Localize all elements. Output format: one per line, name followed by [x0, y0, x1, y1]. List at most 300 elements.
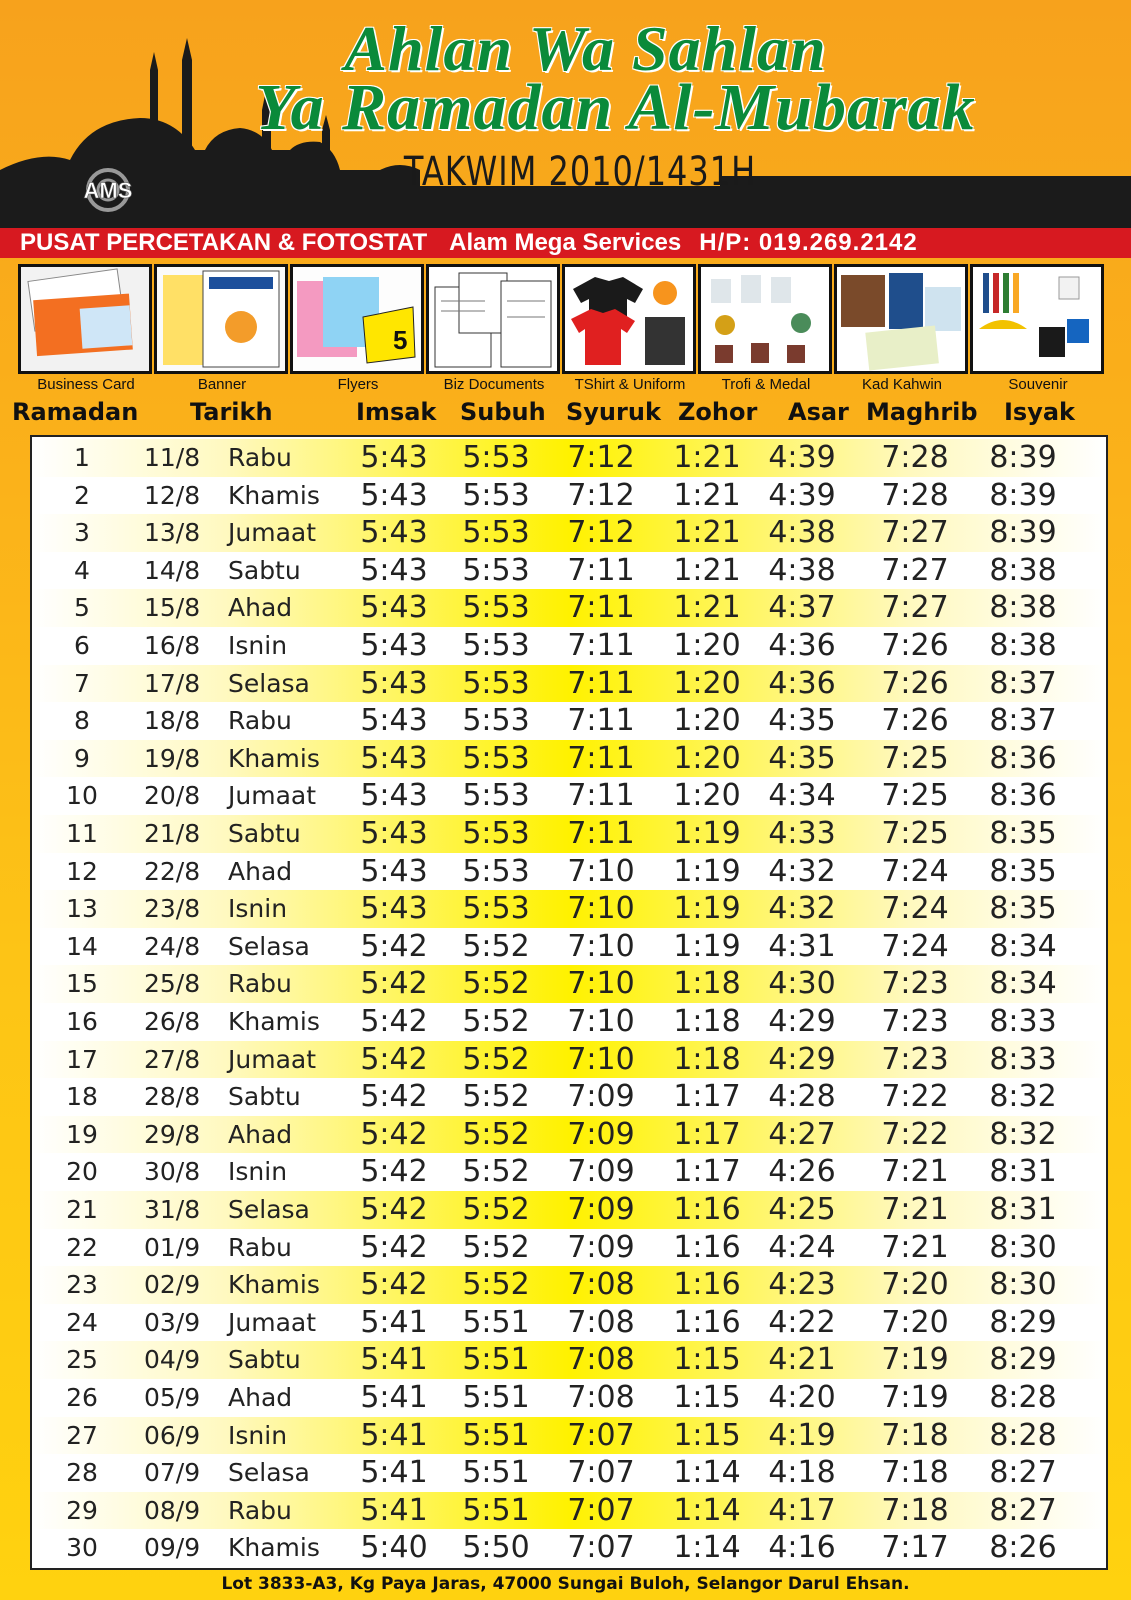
- cell-isyak: 8:39: [989, 477, 1057, 513]
- table-row: [32, 665, 1106, 703]
- product-label: Banner: [197, 376, 247, 393]
- cell-ramadan-day: 14: [66, 931, 98, 961]
- cell-subuh: 5:51: [462, 1304, 530, 1340]
- cell-isyak: 8:38: [989, 590, 1057, 626]
- cell-weekday: Selasa: [228, 1458, 310, 1488]
- table-row: [32, 1454, 1106, 1492]
- cell-date: 20/8: [144, 781, 201, 811]
- cell-maghrib: 7:20: [881, 1267, 949, 1303]
- trophy-icon: [698, 264, 832, 374]
- cell-subuh: 5:50: [462, 1530, 530, 1566]
- cell-imsak: 5:42: [360, 966, 428, 1002]
- product-label: Souvenir: [1008, 376, 1068, 393]
- table-row: [32, 777, 1106, 815]
- cell-imsak: 5:43: [360, 515, 428, 551]
- cell-zohor: 1:18: [673, 966, 741, 1002]
- cell-subuh: 5:53: [462, 740, 530, 776]
- cell-isyak: 8:36: [989, 778, 1057, 814]
- cell-weekday: Khamis: [228, 1007, 320, 1036]
- cell-subuh: 5:51: [462, 1417, 530, 1453]
- cell-subuh: 5:53: [462, 440, 530, 475]
- cell-asar: 4:29: [768, 1004, 836, 1039]
- table-row: [32, 552, 1106, 590]
- product-tshirt-uniform: [562, 264, 698, 393]
- table-row: [32, 1041, 1106, 1079]
- cell-zohor: 1:20: [673, 778, 741, 814]
- cell-zohor: 1:19: [673, 853, 741, 889]
- table-row: [32, 1304, 1106, 1342]
- cell-weekday: Isnin: [228, 1420, 288, 1450]
- cell-subuh: 5:53: [462, 590, 530, 626]
- flyers-icon: [290, 264, 424, 374]
- cell-weekday: Selasa: [228, 931, 310, 961]
- prayer-times-table: [30, 435, 1108, 1570]
- cell-syuruk: 7:11: [567, 740, 635, 776]
- header: [0, 0, 1131, 228]
- cell-asar: 4:35: [768, 740, 836, 776]
- cell-ramadan-day: 3: [74, 518, 90, 548]
- cell-weekday: Isnin: [228, 894, 288, 924]
- table-row: [32, 627, 1106, 665]
- cell-asar: 4:39: [768, 440, 836, 475]
- cell-subuh: 5:53: [462, 515, 530, 551]
- cell-asar: 4:18: [768, 1455, 836, 1491]
- cell-maghrib: 7:25: [881, 816, 949, 851]
- cell-maghrib: 7:21: [881, 1154, 949, 1190]
- cell-imsak: 5:42: [360, 1004, 428, 1039]
- table-row: [32, 1379, 1106, 1417]
- cell-imsak: 5:43: [360, 440, 428, 475]
- cell-weekday: Jumaat: [228, 518, 317, 548]
- col-header-isyak: Isyak: [1004, 398, 1076, 426]
- column-headers: [0, 398, 1131, 434]
- cell-zohor: 1:16: [673, 1304, 741, 1340]
- cell-subuh: 5:53: [462, 816, 530, 851]
- cell-isyak: 8:26: [989, 1530, 1057, 1566]
- cell-zohor: 1:21: [673, 552, 741, 588]
- table-row: [32, 890, 1106, 928]
- product-label: Flyers: [337, 376, 379, 393]
- cell-imsak: 5:42: [360, 1192, 428, 1227]
- cell-isyak: 8:28: [989, 1380, 1057, 1415]
- cell-imsak: 5:43: [360, 703, 428, 739]
- cell-subuh: 5:53: [462, 477, 530, 513]
- cell-ramadan-day: 6: [74, 631, 90, 660]
- service-banner: [0, 228, 1131, 258]
- cell-weekday: Jumaat: [228, 1307, 317, 1337]
- cell-ramadan-day: 1: [74, 443, 90, 472]
- product-label: Business Card: [37, 376, 135, 393]
- cell-syuruk: 7:10: [567, 966, 635, 1002]
- cell-isyak: 8:32: [989, 1079, 1057, 1115]
- cell-weekday: Khamis: [228, 480, 320, 510]
- cell-asar: 4:36: [768, 628, 836, 663]
- table-row: [32, 1153, 1106, 1191]
- cell-maghrib: 7:18: [881, 1417, 949, 1453]
- cell-ramadan-day: 21: [66, 1195, 98, 1224]
- cell-imsak: 5:43: [360, 891, 428, 927]
- cell-subuh: 5:53: [462, 628, 530, 663]
- ams-logo-icon: [58, 168, 158, 212]
- product-banner: [154, 264, 290, 393]
- cell-imsak: 5:43: [360, 853, 428, 889]
- cell-isyak: 8:35: [989, 891, 1057, 927]
- cell-imsak: 5:43: [360, 665, 428, 701]
- cell-maghrib: 7:24: [881, 853, 949, 889]
- cell-syuruk: 7:07: [567, 1417, 635, 1453]
- cell-zohor: 1:16: [673, 1267, 741, 1303]
- cell-syuruk: 7:11: [567, 628, 635, 663]
- cell-syuruk: 7:08: [567, 1342, 635, 1378]
- cell-subuh: 5:51: [462, 1380, 530, 1415]
- cell-imsak: 5:43: [360, 628, 428, 663]
- cell-asar: 4:17: [768, 1492, 836, 1528]
- cell-subuh: 5:53: [462, 853, 530, 889]
- cell-subuh: 5:52: [462, 1267, 530, 1303]
- product-biz-documents: [426, 264, 562, 393]
- cell-maghrib: 7:24: [881, 928, 949, 964]
- col-header-imsak: Imsak: [356, 398, 437, 426]
- cell-syuruk: 7:11: [567, 552, 635, 588]
- cell-maghrib: 7:27: [881, 515, 949, 551]
- cell-imsak: 5:43: [360, 778, 428, 814]
- cell-subuh: 5:52: [462, 966, 530, 1002]
- cell-imsak: 5:43: [360, 740, 428, 776]
- table-row: [32, 1116, 1106, 1154]
- cell-asar: 4:25: [768, 1192, 836, 1227]
- cell-zohor: 1:14: [673, 1455, 741, 1491]
- col-header-ramadan: Ramadan: [12, 398, 139, 426]
- cell-maghrib: 7:27: [881, 552, 949, 588]
- cell-zohor: 1:16: [673, 1229, 741, 1265]
- cell-weekday: Rabu: [228, 706, 292, 736]
- cell-weekday: Isnin: [228, 631, 288, 660]
- cell-maghrib: 7:20: [881, 1304, 949, 1340]
- cell-weekday: Khamis: [228, 1533, 320, 1563]
- cell-maghrib: 7:25: [881, 740, 949, 776]
- cell-ramadan-day: 16: [66, 1007, 98, 1036]
- cell-maghrib: 7:26: [881, 665, 949, 701]
- cell-asar: 4:30: [768, 966, 836, 1002]
- cell-zohor: 1:19: [673, 816, 741, 851]
- cell-date: 06/9: [144, 1420, 201, 1450]
- cell-isyak: 8:28: [989, 1417, 1057, 1453]
- cell-imsak: 5:43: [360, 816, 428, 851]
- cell-isyak: 8:37: [989, 665, 1057, 701]
- cell-maghrib: 7:19: [881, 1380, 949, 1415]
- table-row: [32, 1078, 1106, 1116]
- cell-maghrib: 7:19: [881, 1342, 949, 1378]
- cell-syuruk: 7:09: [567, 1229, 635, 1265]
- cell-maghrib: 7:26: [881, 628, 949, 663]
- cell-weekday: Ahad: [228, 1383, 293, 1412]
- tshirt-icon: [562, 264, 696, 374]
- cell-isyak: 8:34: [989, 966, 1057, 1002]
- cell-ramadan-day: 7: [74, 668, 90, 698]
- cell-weekday: Rabu: [228, 1232, 292, 1262]
- cell-date: 17/8: [144, 668, 201, 698]
- cell-subuh: 5:53: [462, 552, 530, 588]
- cell-imsak: 5:42: [360, 1267, 428, 1303]
- cell-ramadan-day: 20: [66, 1157, 98, 1187]
- cell-weekday: Khamis: [228, 743, 320, 773]
- documents-icon: [426, 264, 560, 374]
- cell-zohor: 1:17: [673, 1079, 741, 1115]
- cell-ramadan-day: 28: [66, 1458, 98, 1488]
- cell-weekday: Ahad: [228, 856, 293, 886]
- cell-date: 21/8: [144, 819, 201, 848]
- cell-zohor: 1:19: [673, 891, 741, 927]
- cell-ramadan-day: 23: [66, 1270, 98, 1300]
- cell-syuruk: 7:11: [567, 778, 635, 814]
- cell-date: 29/8: [144, 1119, 201, 1149]
- cell-maghrib: 7:21: [881, 1192, 949, 1227]
- product-trofi-medal: [698, 264, 834, 393]
- cell-syuruk: 7:08: [567, 1304, 635, 1340]
- cell-imsak: 5:42: [360, 1079, 428, 1115]
- cell-ramadan-day: 17: [66, 1044, 98, 1074]
- cell-isyak: 8:39: [989, 515, 1057, 551]
- product-kad-kahwin: [834, 264, 970, 393]
- cell-imsak: 5:40: [360, 1530, 428, 1566]
- cell-syuruk: 7:12: [567, 477, 635, 513]
- cell-date: 27/8: [144, 1044, 201, 1074]
- svg-text:5: 5: [393, 325, 408, 355]
- cell-maghrib: 7:26: [881, 703, 949, 739]
- cell-asar: 4:28: [768, 1079, 836, 1115]
- table-row: [32, 514, 1106, 552]
- table-row: [32, 1417, 1106, 1455]
- company-name: Alam Mega Services: [449, 229, 682, 256]
- cell-isyak: 8:34: [989, 928, 1057, 964]
- cell-maghrib: 7:22: [881, 1079, 949, 1115]
- cell-zohor: 1:17: [673, 1116, 741, 1152]
- cell-asar: 4:21: [768, 1342, 836, 1378]
- table-row: [32, 702, 1106, 740]
- cell-zohor: 1:21: [673, 515, 741, 551]
- cell-asar: 4:38: [768, 552, 836, 588]
- table-row: [32, 965, 1106, 1003]
- cell-subuh: 5:52: [462, 1079, 530, 1115]
- product-strip: [18, 264, 1118, 392]
- cell-subuh: 5:52: [462, 1004, 530, 1039]
- table-row: [32, 589, 1106, 627]
- cell-date: 31/8: [144, 1195, 201, 1224]
- cell-isyak: 8:33: [989, 1041, 1057, 1077]
- cell-isyak: 8:33: [989, 1004, 1057, 1039]
- cell-weekday: Selasa: [228, 1195, 310, 1224]
- cell-date: 07/9: [144, 1458, 201, 1488]
- cell-syuruk: 7:07: [567, 1492, 635, 1528]
- table-row: [32, 928, 1106, 966]
- cell-syuruk: 7:09: [567, 1154, 635, 1190]
- cell-ramadan-day: 30: [66, 1533, 98, 1563]
- product-label: Kad Kahwin: [861, 376, 943, 393]
- table-row: [32, 1003, 1106, 1041]
- cell-zohor: 1:18: [673, 1004, 741, 1039]
- cell-zohor: 1:15: [673, 1342, 741, 1378]
- cell-isyak: 8:35: [989, 816, 1057, 851]
- cell-weekday: Sabtu: [228, 555, 301, 585]
- cell-weekday: Sabtu: [228, 819, 301, 848]
- cell-syuruk: 7:11: [567, 590, 635, 626]
- product-label: Biz Documents: [443, 376, 545, 393]
- cell-date: 26/8: [144, 1007, 201, 1036]
- cell-date: 25/8: [144, 969, 201, 999]
- col-header-zohor: Zohor: [678, 398, 758, 426]
- cell-syuruk: 7:12: [567, 440, 635, 475]
- cell-ramadan-day: 9: [74, 743, 90, 773]
- cell-imsak: 5:41: [360, 1417, 428, 1453]
- cell-ramadan-day: 15: [66, 969, 98, 999]
- cell-isyak: 8:37: [989, 703, 1057, 739]
- cell-subuh: 5:51: [462, 1455, 530, 1491]
- cell-maghrib: 7:23: [881, 1041, 949, 1077]
- cell-subuh: 5:53: [462, 891, 530, 927]
- cell-asar: 4:34: [768, 778, 836, 814]
- cell-date: 09/9: [144, 1533, 201, 1563]
- cell-subuh: 5:52: [462, 1154, 530, 1190]
- cell-syuruk: 7:09: [567, 1079, 635, 1115]
- cell-ramadan-day: 19: [66, 1119, 98, 1149]
- cell-weekday: Rabu: [228, 969, 292, 999]
- cell-asar: 4:35: [768, 703, 836, 739]
- cell-ramadan-day: 10: [66, 781, 98, 811]
- cell-date: 08/9: [144, 1495, 201, 1525]
- cell-asar: 4:32: [768, 891, 836, 927]
- col-header-subuh: Subuh: [460, 398, 546, 426]
- cell-imsak: 5:42: [360, 1229, 428, 1265]
- cell-date: 28/8: [144, 1082, 201, 1112]
- cell-zohor: 1:17: [673, 1154, 741, 1190]
- cell-subuh: 5:51: [462, 1492, 530, 1528]
- business-card-icon: [18, 264, 152, 374]
- cell-ramadan-day: 29: [66, 1495, 98, 1525]
- cell-syuruk: 7:08: [567, 1267, 635, 1303]
- cell-asar: 4:19: [768, 1417, 836, 1453]
- cell-ramadan-day: 2: [74, 480, 90, 510]
- cell-date: 23/8: [144, 894, 201, 924]
- cell-subuh: 5:51: [462, 1342, 530, 1378]
- cell-asar: 4:22: [768, 1304, 836, 1340]
- cell-imsak: 5:41: [360, 1492, 428, 1528]
- table-row: [32, 853, 1106, 891]
- cell-date: 30/8: [144, 1157, 201, 1187]
- cell-isyak: 8:30: [989, 1229, 1057, 1265]
- cell-weekday: Rabu: [228, 443, 292, 472]
- cell-ramadan-day: 11: [66, 819, 98, 848]
- cell-imsak: 5:42: [360, 1154, 428, 1190]
- cell-subuh: 5:53: [462, 703, 530, 739]
- cell-zohor: 1:20: [673, 740, 741, 776]
- cell-weekday: Khamis: [228, 1270, 320, 1300]
- cell-weekday: Sabtu: [228, 1345, 301, 1375]
- cell-maghrib: 7:28: [881, 477, 949, 513]
- cell-asar: 4:31: [768, 928, 836, 964]
- cell-weekday: Ahad: [228, 593, 293, 623]
- cell-ramadan-day: 25: [66, 1345, 98, 1375]
- product-label: Trofi & Medal: [721, 376, 811, 393]
- cell-subuh: 5:52: [462, 1229, 530, 1265]
- cell-asar: 4:26: [768, 1154, 836, 1190]
- cell-zohor: 1:16: [673, 1192, 741, 1227]
- cell-imsak: 5:41: [360, 1455, 428, 1491]
- cell-date: 03/9: [144, 1307, 201, 1337]
- cell-maghrib: 7:23: [881, 966, 949, 1002]
- cell-isyak: 8:29: [989, 1342, 1057, 1378]
- cell-subuh: 5:52: [462, 928, 530, 964]
- cell-maghrib: 7:25: [881, 778, 949, 814]
- cell-syuruk: 7:11: [567, 665, 635, 701]
- souvenir-icon: [970, 264, 1104, 374]
- cell-weekday: Ahad: [228, 1119, 293, 1149]
- cell-date: 22/8: [144, 856, 201, 886]
- cell-ramadan-day: 22: [66, 1232, 98, 1262]
- cell-isyak: 8:36: [989, 740, 1057, 776]
- cell-maghrib: 7:22: [881, 1116, 949, 1152]
- cell-zohor: 1:20: [673, 665, 741, 701]
- cell-zohor: 1:20: [673, 628, 741, 663]
- cell-syuruk: 7:08: [567, 1380, 635, 1415]
- cell-isyak: 8:32: [989, 1116, 1057, 1152]
- cell-maghrib: 7:18: [881, 1455, 949, 1491]
- cell-imsak: 5:43: [360, 552, 428, 588]
- cell-syuruk: 7:10: [567, 1004, 635, 1039]
- cell-syuruk: 7:10: [567, 928, 635, 964]
- cell-subuh: 5:52: [462, 1192, 530, 1227]
- cell-asar: 4:39: [768, 477, 836, 513]
- cell-maghrib: 7:21: [881, 1229, 949, 1265]
- cell-zohor: 1:14: [673, 1530, 741, 1566]
- product-souvenir: [970, 264, 1106, 393]
- table-row: [32, 1266, 1106, 1304]
- wedding-card-icon: [834, 264, 968, 374]
- cell-maghrib: 7:28: [881, 440, 949, 475]
- cell-weekday: Sabtu: [228, 1082, 301, 1112]
- cell-isyak: 8:27: [989, 1455, 1057, 1491]
- footer-address: Lot 3833-A3, Kg Paya Jaras, 47000 Sungai Buloh, Selangor Darul Ehsan.: [221, 1574, 910, 1594]
- title-line-2: Ya Ramadan Al-Mubarak: [255, 71, 976, 144]
- product-flyers: [290, 264, 426, 393]
- cell-syuruk: 7:12: [567, 515, 635, 551]
- col-header-tarikh: Tarikh: [190, 398, 273, 426]
- cell-syuruk: 7:10: [567, 1041, 635, 1077]
- cell-date: 16/8: [144, 631, 201, 660]
- cell-imsak: 5:41: [360, 1304, 428, 1340]
- cell-date: 01/9: [144, 1232, 201, 1262]
- cell-date: 11/8: [144, 443, 201, 472]
- cell-isyak: 8:39: [989, 440, 1057, 475]
- cell-zohor: 1:18: [673, 1041, 741, 1077]
- phone-number: H/P: 019.269.2142: [699, 229, 918, 256]
- cell-zohor: 1:21: [673, 440, 741, 475]
- service-text: PUSAT PERCETAKAN & FOTOSTAT: [20, 229, 428, 256]
- cell-maghrib: 7:27: [881, 590, 949, 626]
- cell-asar: 4:33: [768, 816, 836, 851]
- cell-asar: 4:29: [768, 1041, 836, 1077]
- cell-isyak: 8:27: [989, 1492, 1057, 1528]
- cell-ramadan-day: 4: [74, 555, 90, 585]
- cell-date: 18/8: [144, 706, 201, 736]
- cell-asar: 4:20: [768, 1380, 836, 1415]
- cell-weekday: Jumaat: [228, 1044, 317, 1074]
- cell-date: 14/8: [144, 555, 201, 585]
- cell-ramadan-day: 13: [66, 894, 98, 924]
- cell-isyak: 8:38: [989, 552, 1057, 588]
- cell-imsak: 5:41: [360, 1342, 428, 1378]
- cell-syuruk: 7:09: [567, 1192, 635, 1227]
- cell-date: 15/8: [144, 593, 201, 623]
